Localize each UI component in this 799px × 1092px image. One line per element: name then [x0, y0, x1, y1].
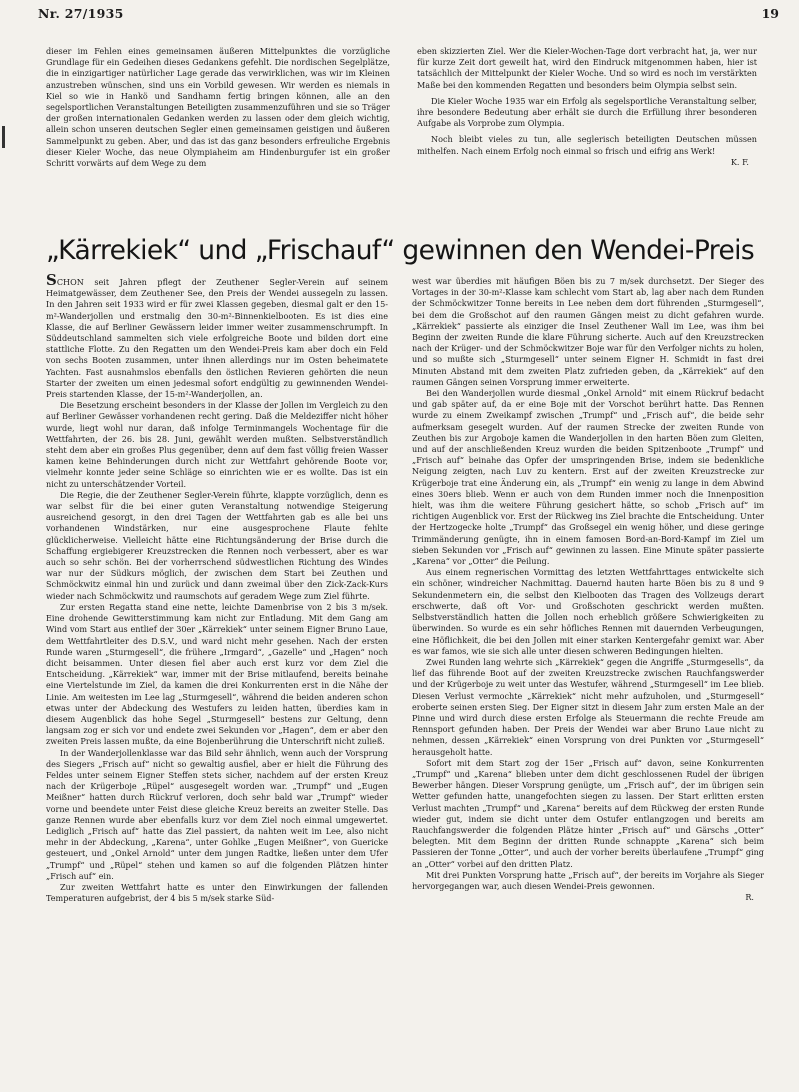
paragraph: Noch bleibt vieles zu tun, alle seglerisch beteiligten Deutschen müssen mithelfen. Nach einem Erfolg noch einmal so frisch und eifrig ans Werk!: [417, 134, 757, 156]
paragraph: west war überdies mit häufigen Böen bis zu 7 m/sek durchsetzt. Der Sieger des Vortages in der 30-m²-Klasse kam schlecht vom Start ab, lag aber nach dem Runden der Schmöckwitzer Tonne bereits in Lee neben dem dort führenden „Sturmgesell“, bei dem die Großschot auf den raumen Gängen meist zu dicht gefahren wurde. „Kärrekiek“ passierte als einziger die Insel Zeuthener Wall im Lee, was ihm bei Beginn der zweiten Runde die klare Führung sicherte. Auch auf den Kreuzstrecken nach der Krüger- und der Schmöckwitzer Boje war für den Verfolger nichts zu holen, und so mußte sich „Sturmgesell“ unter seinem Eigner H. Schmidt in fast drei Minuten Abstand mit dem zweiten Platz zufrieden geben, da „Kärrekiek“ auf den raumen Gängen seinen Vorsprung immer erweiterte.: [412, 276, 764, 387]
drop-letter: S: [46, 271, 57, 289]
paragraph-text: CHON seit Jahren pflegt der Zeuthener Segler-Verein auf seinem Heimatgewässer, dem Zeuthener See, den Preis der Wendei aussegeln zu lassen. In den Jahren seit 1933 wird er für zwei Klassen gegeben, diesmal galt er den 15-m²-Wanderjollen und erstmalig den 30-m²-Binnenkielbooten. Es ist dies eine Klasse, die auf Berliner Gewässern leider immer weiter zusammenschrumpft. In Süddeutschland sammelten sich viele erfolgreiche Boote und bilden dort eine stattliche Flotte. Zu den Regatten um den Wendei-Preis kam aber doch ein Feld von sechs Booten zusammen, unter ihnen allerdings nur im Osten beheimatete Yachten. Fast ausnahmslos ebenfalls den östlichen Revieren gehörten die neun Starter der zweiten um einen jedesmal sofort endgültig zu gewinnenden Wendei-Preis startenden Klasse, der 15-m²-Wanderjollen, an.: [46, 277, 388, 400]
article-left-column: [46, 271, 388, 904]
previous-article-right-column: [417, 46, 757, 168]
article-right-column: [412, 276, 764, 903]
paragraph: Sofort mit dem Start zog der 15er „Frisch auf“ davon, seine Konkurrenten „Trumpf“ und „Karena“ blieben unter dem dicht geschlossenen Rudel der übrigen Bewerber hängen. Dieser Vorsprung genügte, um „Frisch auf“, der im übrigen sein Wetter gefunden hatte, unangefochten siegen zu lassen. Der Start erlitten ersten Verlust machten „Trumpf“ und „Karena“ bereits auf dem Rückweg der ersten Runde wieder gut, indem sie dicht unter dem Ostufer entlangzogen und bereits am Rauchfangswerder die folgenden Plätze hinter „Frisch auf“ und Gärschs „Otter“ belegten. Mit dem Beginn der dritten Runde schnappte „Karena“ sich beim Passieren der Tonne „Otter“, und auch der vorher bereits überlaufene „Trumpf“ ging an „Otter“ vorbei auf den dritten Platz.: [412, 757, 764, 869]
page-number: 19: [761, 6, 779, 21]
previous-article-left-column: [46, 46, 390, 169]
paragraph: [46, 271, 388, 400]
author-signature: R.: [745, 892, 754, 903]
paragraph: Die Besetzung erscheint besonders in der Klasse der Jollen im Vergleich zu den auf Berliner Gewässer vorhandenen recht gering. Daß die Meldeziffer nicht höher wurde, liegt wohl nur daran, daß infolge Terminmangels Wochentage für die Wettfahrten, der 26. bis 28. Juni, gewählt werden mußten. Selbstverständlich steht dem aber ein großes Plus gegenüber, denn auf dem fast völlig freien Wasser kamen keine Behinderungen durch nicht zur Wettfahrt gehörende Boote vor, vielmehr konnte jeder seine Schläge so einrichten wie er es wollte. Das ist ein nicht zu unterschätzender Vorteil.: [46, 400, 388, 489]
author-signature: K. F.: [730, 156, 749, 167]
paragraph: In der Wanderjollenklasse war das Bild sehr ähnlich, wenn auch der Vorsprung des Siegers „Frisch auf“ nicht so gewaltig ausfiel, aber er hielt die Führung des Feldes unter seinem Eigner Steffen stets sicher, nachdem auf der ersten Kreuz nach der Krügerboje „Rüpel“ ausgesegelt worden war. „Trumpf“ und „Eugen Meißner“ hatten durch Rückruf verloren, doch sehr bald war „Trumpf“ wieder vorne und beendete unter Feist diese gleiche Kreuz bereits an zweiter Stelle. Das ganze Rennen wurde aber ebenfalls kurz vor dem Ziel noch einmal umgewertet. Lediglich „Frisch auf“ hatte das Ziel passiert, da nahten weit im Lee, also nicht mehr in der Abdeckung, „Karena“, unter Gohlke „Eugen Meißner“, von Guericke gesteuert, und „Onkel Arnold“ unter dem jungen Radtke, ließen unter dem Ufer „Trumpf“ und „Rüpel“ stehen und kamen so auf die folgenden Plätzen hinter „Frisch auf“ ein.: [46, 747, 388, 881]
margin-mark: [2, 126, 5, 148]
paragraph: eben skizzierten Ziel. Wer die Kieler-Wochen-Tage dort verbracht hat, ja, wer nur für kurze Zeit dort geweilt hat, wird den Eindruck mitgenommen haben, hier ist tatsächlich der Mittelpunkt der Kieler Woche. Und so wird es noch im verstärkten Maße bei den kommenden Regatten und besonders beim Olympia selbst sein.: [417, 46, 757, 90]
paragraph: Zwei Runden lang wehrte sich „Kärrekiek“ gegen die Angriffe „Sturmgesells“, da lief das führende Boot auf der zweiten Kreuzstrecke zwischen Rauchfangswerder und der Krügerboje zu weit unter das Westufer, während „Sturmgesell“ im Lee blieb. Diesen Verlust vermochte „Kärrekiek“ nicht mehr aufzuholen, und „Sturmgesell“ eroberte seinen ersten Sieg. Der Eigner sitzt in diesem Jahr zum ersten Male an der Pinne und wird durch diese ersten Erfolge als Steuermann die rechte Freude am Rennsport gefunden haben. Der Preis der Wendei war aber Bruno Laue nicht zu nehmen, dessen „Kärrekiek“ einen Vorsprung von drei Punkten vor „Sturmgesell“ herausgeholt hatte.: [412, 656, 764, 757]
paragraph: Mit drei Punkten Vorsprung hatte „Frisch auf“, der bereits im Vorjahre als Sieger hervorgegangen war, auch diesen Wendei-Preis gewonnen.: [412, 869, 764, 891]
issue-number: Nr. 27/1935: [38, 6, 124, 21]
page-header: [38, 6, 779, 26]
paragraph: Die Regie, die der Zeuthener Segler-Verein führte, klappte vorzüglich, denn es war selbst für die bei einer guten Veranstaltung notwendige Steigerung ausreichend gesorgt, in den drei Tagen der Wettfahrten gab es alle bei uns vorhandenen Windstärken, nur eine ausgesprochene Flaute fehlte glücklicherweise. Vielleicht hätte eine Richtungsänderung der Brise durch die Schaffung ergiebigerer Kreuzstrecken die Rennen noch verbessert, aber es war auch so sehr schön. Bei der vorherrschend südwestlichen Richtung des Windes war nur der Südkurs möglich, der zwischen dem Start bei Zeuthen und Schmöckwitz einmal hin und zurück und dann zweimal über den Zick-Zack-Kurs wieder nach Schmöckwitz und raumschots auf geradem Wege zum Ziel führte.: [46, 489, 388, 601]
paragraph: Zur zweiten Wettfahrt hatte es unter den Einwirkungen der fallenden Temperaturen aufgebrist, der 4 bis 5 m/sek starke Süd-: [46, 881, 388, 904]
article-headline: „Kärrekiek“ und „Frischauf“ gewinnen den Wendei-Preis: [46, 235, 755, 266]
paragraph: Zur ersten Regatta stand eine nette, leichte Damenbrise von 2 bis 3 m/sek. Eine drohende Gewitterstimmung kam nicht zur Entladung. Mit dem Gang am Wind vom Start aus entlief der 30er „Kärrekiek“ unter seinem Eigner Bruno Laue, dem Wettfahrtleiter des D.S.V., und ward nicht mehr gesehen. Nach der ersten Runde waren „Sturmgesell“, die frühere „Irmgard“, „Gazelle“ und „Hagen“ noch dicht beisammen. Unter diesen fiel aber auch erst kurz vor dem Ziel die Entscheidung. „Kärrekiek“ war, immer mit der Brise mitlaufend, bereits beinahe eine Viertelstunde im Ziel, da kamen die drei Konkurrenten erst in die Nähe der Linie. Am weitesten im Lee lag „Sturmgesell“, während die beiden anderen schon etwas unter der Abdeckung des Westufers zu leiden hatten, überdies kam in diesem Augenblick das hohe Segel „Sturmgesell“ bestens zur Geltung, denn langsam zog er sich vor und endete zwei Sekunden vor „Hagen“, dem er aber den zweiten Preis lassen mußte, da eine Bojenberührung die Unterschrift nicht zuließ.: [46, 601, 388, 747]
paragraph: Die Kieler Woche 1935 war ein Erfolg als segelsportliche Veranstaltung selber, ihre besondere Bedeutung aber erhält sie durch die Erfüllung ihrer besonderen Aufgabe als Vorprobe zum Olympia.: [417, 95, 757, 129]
paragraph: Bei den Wanderjollen wurde diesmal „Onkel Arnold“ mit einem Rückruf bedacht und gab später auf, da er eine Boje mit der Vorschot berührt hatte. Das Rennen wurde zu einem Zweikampf zwischen „Trumpf“ und „Frisch auf“, die beide sehr aufmerksam gesegelt wurden. Auf der raumen Strecke der zweiten Runde von Zeuthen bis zur Argoboje kamen die Wanderjollen in den harten Böen zum Gleiten, und auf der anschließenden Kreuz wurden die beiden Spitzenboote „Trumpf“ und „Frisch auf“ beinahe das Opfer der umspringenden Brise, indem sie bedenkliche Neigung zeigten, nach Luv zu kentern. Erst auf der zweiten Kreuzstrecke zur Krügerboje trat eine Änderung ein, als „Trumpf“ ein wenig zu lange in dem Abwind eines 30ers blieb. Wenn er auch von dem Runden immer noch die Innenposition hielt, was ihm die weitere Führung gesichert hätte, so schob „Frisch auf“ im richtigen Augenblick vor. Erst der Rückweg ins Ziel brachte die Entscheidung. Unter der Hertzogecke holte „Trumpf“ das Großsegel ein wenig höher, und diese geringe Trimmänderung genügte, ihn in einem famosen Bord-an-Bord-Kampf im Ziel um sieben Sekunden vor „Frisch auf“ gewinnen zu lassen. Eine Minute später passierte „Karena“ vor „Otter“ die Peilung.: [412, 388, 764, 567]
paragraph: Aus einem regnerischen Vormittag des letzten Wettfahrttages entwickelte sich ein schöner, windreicher Nachmittag. Dauernd hauten harte Böen bis zu 8 und 9 Sekundenmetern ein, die selbst den Kielbooten das Tragen des Vollzeugs derart erschwerte, daß oft Vor- und Großschoten geschrickt werden mußten. Selbstverständlich hatten die Jollen noch erheblich größere Schwierigkeiten zu überwinden. So wurde es ein sehr höfliches Rennen mit dauernden Verbeugungen, eine Höflichkeit, die bei den Jollen mit einer starken Kentergefahr gemixt war. Aber es war famos, wie sie sich alle unter diesen schweren Bedingungen hielten.: [412, 567, 764, 656]
paragraph: dieser im Fehlen eines gemeinsamen äußeren Mittelpunktes die vorzügliche Grundlage für ein Gedeihen dieses Gedankens gefehlt. Die nordischen Segelplätze, die in einzigartiger natürlicher Lage gerade das verwirklichen, was wir im Kleinen anzustreben wünschen, sind uns ein Vorbild gewesen. Wir werden es niemals in Kiel so wie in Hankö und Sandhamn fertig bringen können, alle an den segelsportlichen Veranstaltungen Beteiligten zusammenzuführen und sie so Träger der großen internationalen Gedanken werden zu lassen oder dem gleich wichtig, allein schon unseren deutschen Segler einen gemeinsamen geistigen und äußeren Sammelpunkt zu geben. Aber, und das ist das ganz besonders erfreuliche Ergebnis dieser Kieler Woche, das neue Olympiaheim am Hindenburgufer ist ein großer Schritt vorwärts auf dem Wege zu dem: [46, 46, 390, 169]
